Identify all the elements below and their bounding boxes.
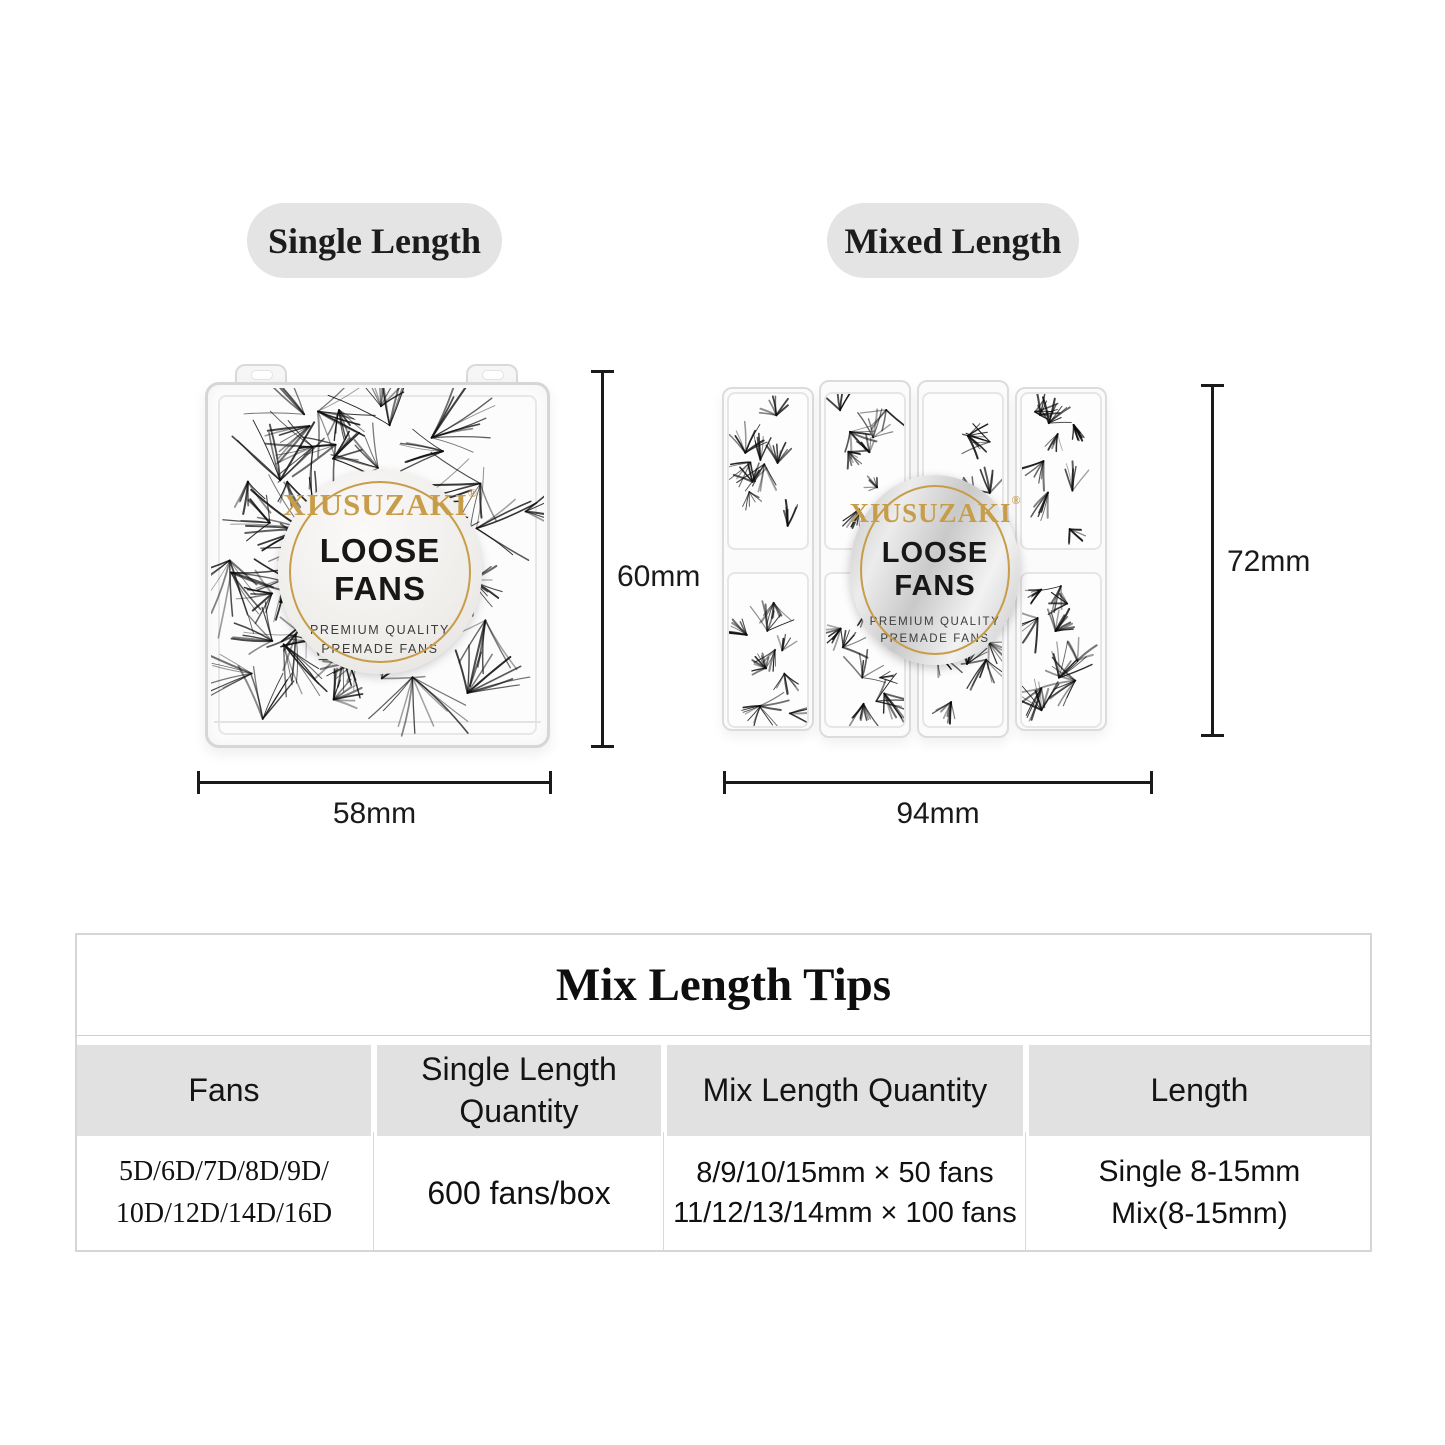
lash-compartment — [727, 572, 809, 728]
cell-single-length-quantity: 600 fans/box — [377, 1136, 661, 1250]
lash-fans-illustration — [1022, 394, 1100, 548]
brand-name: XIUSUZAKI® — [283, 486, 477, 523]
lash-fans-illustration — [729, 574, 807, 726]
header-single-length-quantity: Single Length Quantity — [377, 1045, 661, 1136]
table-header-row — [77, 1045, 1370, 1136]
left-width-dimension-line — [197, 781, 552, 784]
product-name: LOOSE FANS — [319, 532, 441, 608]
mix-length-tips-table — [75, 933, 1372, 1252]
left-height-dimension-line — [601, 370, 604, 748]
cell-fans: 5D/6D/7D/8D/9D/ 10D/12D/14D/16D — [77, 1136, 371, 1250]
header-mix-length-quantity: Mix Length Quantity — [667, 1045, 1023, 1136]
right-width-dimension-label: 94mm — [896, 797, 980, 830]
header-fans: Fans — [77, 1045, 371, 1136]
header-length: Length — [1029, 1045, 1370, 1136]
registered-mark: ® — [1011, 492, 1021, 507]
right-height-dimension-label: 72mm — [1227, 545, 1311, 578]
lash-compartment — [1020, 392, 1102, 550]
brand-name: XIUSUZAKI® — [849, 492, 1021, 528]
brand-tagline: PREMIUM QUALITY PREMADE FANS — [310, 623, 450, 656]
mixed-length-pill-label: Mixed Length — [844, 220, 1062, 261]
lash-compartment — [727, 392, 809, 550]
table-body-row — [77, 1136, 1370, 1250]
left-width-dimension-label: 58mm — [332, 797, 417, 830]
left-box-brand-label — [278, 470, 482, 674]
cell-length: Single 8-15mm Mix(8-15mm) — [1029, 1136, 1370, 1250]
lash-fans-illustration — [1022, 574, 1100, 726]
cell-mix-length-quantity: 8/9/10/15mm × 50 fans 11/12/13/14mm × 100 fans — [667, 1136, 1023, 1250]
table-title: Mix Length Tips — [555, 959, 892, 1011]
brand-tagline: PREMIUM QUALITY PREMADE FANS — [869, 615, 1001, 645]
product-name: LOOSE FANS — [881, 536, 989, 602]
left-height-dimension-label: 60mm — [617, 560, 701, 593]
registered-mark: ® — [467, 486, 477, 501]
lash-compartment — [1020, 572, 1102, 728]
mixed-length-pill — [827, 203, 1079, 278]
lash-fans-illustration — [729, 394, 807, 548]
single-length-pill-label: Single Length — [267, 220, 482, 261]
right-width-dimension-line — [723, 781, 1153, 784]
table-title-row — [77, 935, 1370, 1036]
right-height-dimension-line — [1211, 384, 1214, 737]
single-length-pill — [247, 203, 502, 278]
right-box-brand-label — [850, 475, 1020, 665]
